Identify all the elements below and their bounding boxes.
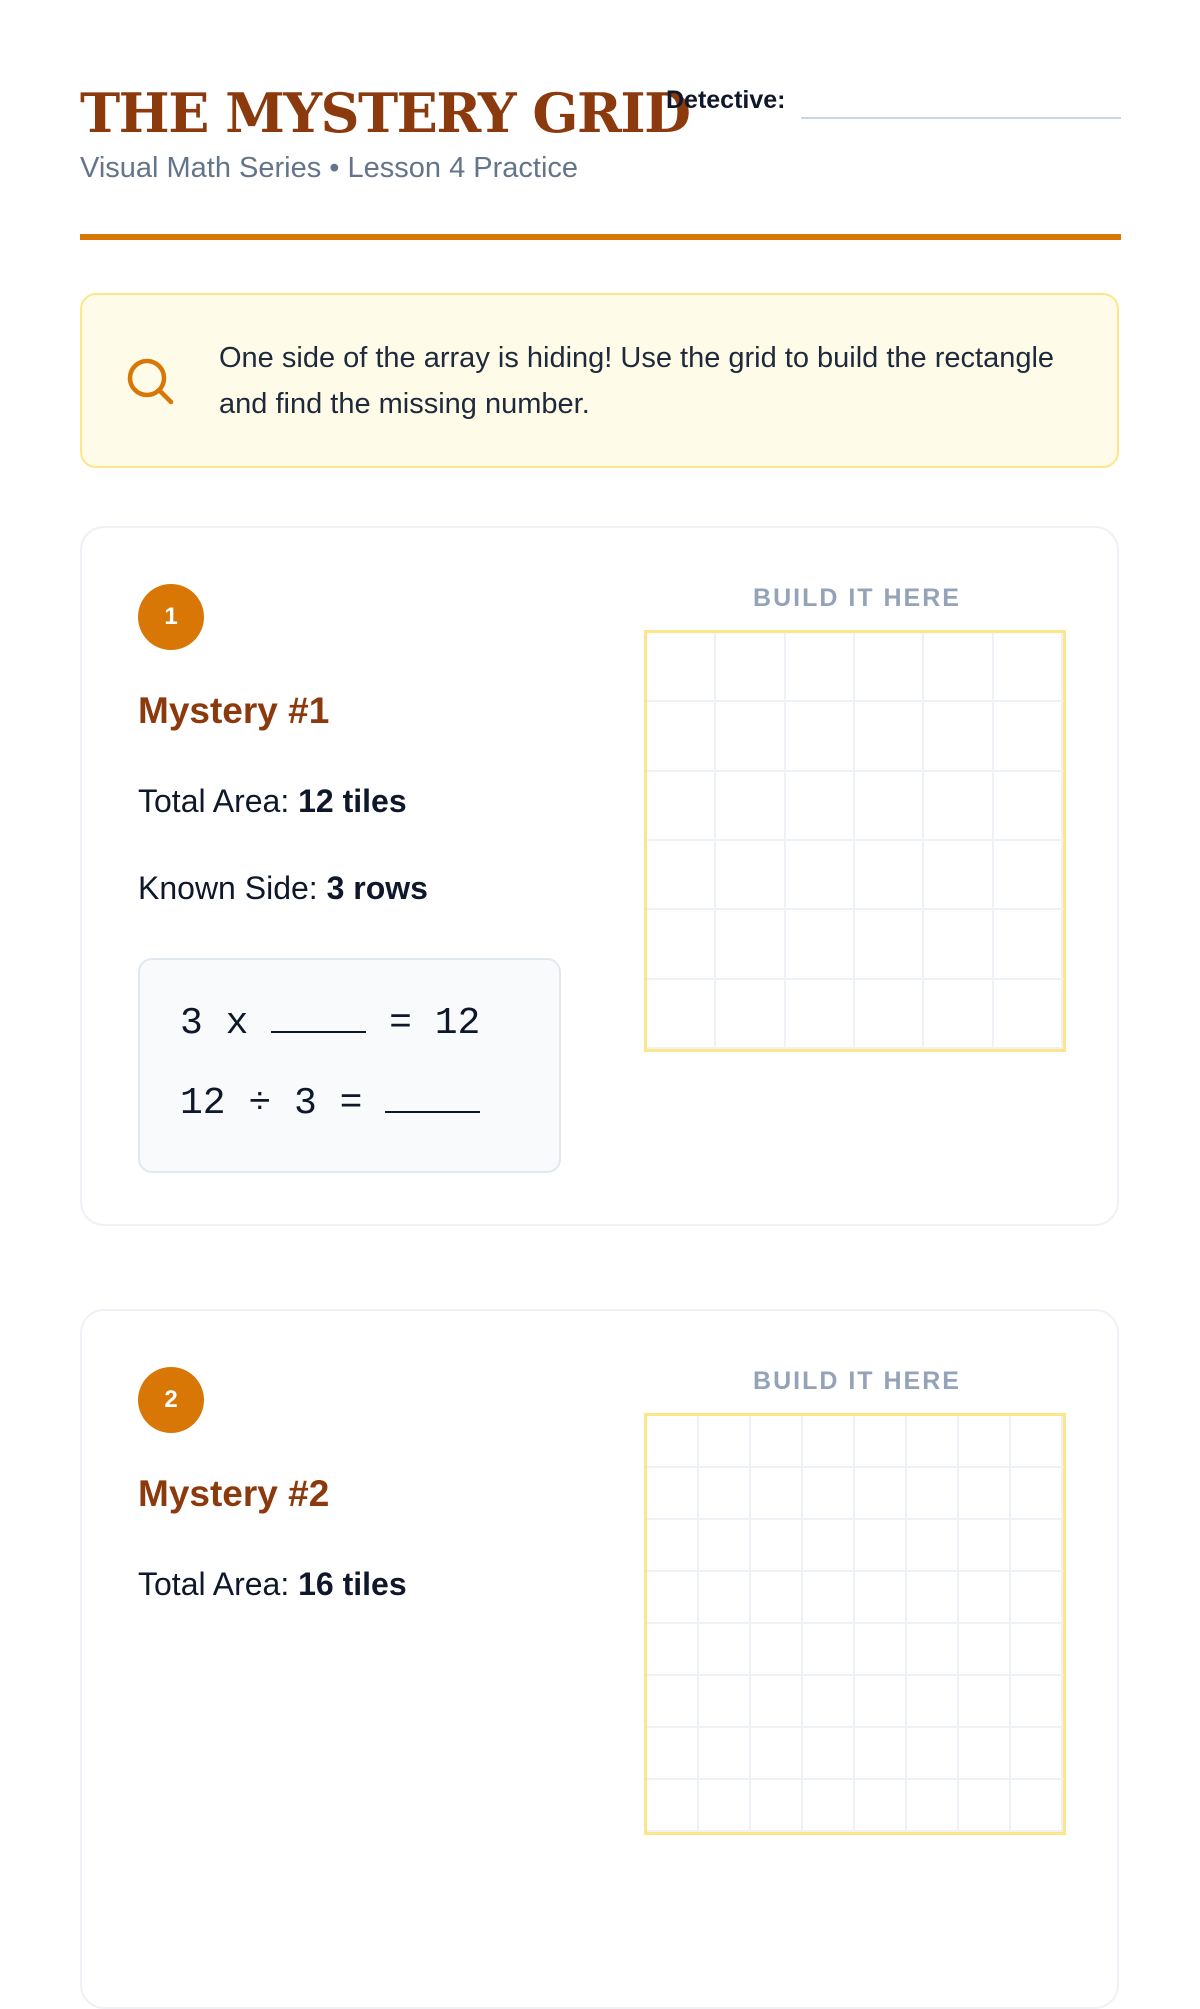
grid-cell[interactable] — [716, 772, 785, 841]
grid-cell[interactable] — [855, 702, 924, 771]
grid-cell[interactable] — [716, 633, 785, 702]
grid-cell[interactable] — [716, 910, 785, 979]
grid-cell[interactable] — [924, 910, 993, 979]
grid-cell[interactable] — [855, 1780, 907, 1832]
grid-cell[interactable] — [855, 1416, 907, 1468]
grid-cell[interactable] — [959, 1572, 1011, 1624]
grid-cell[interactable] — [855, 1676, 907, 1728]
detective-label: Detective: — [666, 86, 786, 114]
grid-cell[interactable] — [699, 1780, 751, 1832]
grid-cell[interactable] — [803, 1572, 855, 1624]
total-area-line — [138, 1566, 407, 1603]
grid-cell[interactable] — [699, 1572, 751, 1624]
grid-cell[interactable] — [803, 1624, 855, 1676]
grid-cell[interactable] — [699, 1676, 751, 1728]
grid-cell[interactable] — [855, 980, 924, 1049]
grid-cell[interactable] — [924, 772, 993, 841]
grid-cell[interactable] — [716, 702, 785, 771]
grid-cell[interactable] — [1011, 1624, 1063, 1676]
grid-cell[interactable] — [803, 1676, 855, 1728]
grid-cell[interactable] — [855, 1728, 907, 1780]
problem-title: Mystery #1 — [138, 690, 330, 731]
grid-cell[interactable] — [751, 1728, 803, 1780]
instructions-callout — [80, 293, 1119, 468]
grid-cell[interactable] — [786, 633, 855, 702]
eq-operator: ÷ — [248, 1082, 272, 1125]
known-side-value: 3 rows — [326, 870, 428, 906]
grid-cell[interactable] — [924, 702, 993, 771]
grid-cell[interactable] — [751, 1468, 803, 1520]
grid-cell[interactable] — [907, 1624, 959, 1676]
build-grid[interactable] — [644, 1413, 1066, 1835]
eq-equals: = — [389, 1002, 412, 1045]
grid-cell[interactable] — [699, 1728, 751, 1780]
grid-cell[interactable] — [786, 702, 855, 771]
grid-cell[interactable] — [994, 841, 1063, 910]
grid-cell[interactable] — [959, 1468, 1011, 1520]
grid-cell[interactable] — [959, 1416, 1011, 1468]
grid-cell[interactable] — [647, 1468, 699, 1520]
grid-cell[interactable] — [803, 1780, 855, 1832]
answer-blank[interactable] — [271, 1019, 366, 1033]
problem-number-badge: 1 — [138, 584, 204, 650]
grid-cell[interactable] — [994, 980, 1063, 1049]
build-area-label: BUILD IT HERE — [753, 1367, 961, 1395]
grid-cell[interactable] — [907, 1728, 959, 1780]
grid-cell[interactable] — [855, 1468, 907, 1520]
grid-cell[interactable] — [994, 910, 1063, 979]
answer-blank[interactable] — [385, 1099, 480, 1113]
build-grid[interactable] — [644, 630, 1066, 1052]
multiplication-equation — [180, 1002, 480, 1045]
grid-cell[interactable] — [647, 1624, 699, 1676]
grid-cell[interactable] — [751, 1416, 803, 1468]
problem-card-2 — [80, 1309, 1119, 2009]
problem-title: Mystery #2 — [138, 1473, 330, 1514]
total-area-line — [138, 783, 407, 820]
grid-cell[interactable] — [751, 1520, 803, 1572]
equation-box — [138, 958, 561, 1173]
magnifier-icon — [126, 357, 176, 412]
header-divider — [80, 234, 1121, 240]
eq-divisor: 3 — [294, 1082, 317, 1125]
total-area-value: 16 tiles — [298, 1566, 407, 1602]
grid-cell[interactable] — [907, 1780, 959, 1832]
eq-factor: 3 — [180, 1002, 203, 1045]
grid-cell[interactable] — [994, 633, 1063, 702]
grid-cell[interactable] — [647, 910, 716, 979]
grid-cell[interactable] — [907, 1468, 959, 1520]
grid-cell[interactable] — [716, 841, 785, 910]
grid-cell[interactable] — [647, 1416, 699, 1468]
grid-cell[interactable] — [647, 633, 716, 702]
grid-cell[interactable] — [1011, 1468, 1063, 1520]
grid-cell[interactable] — [803, 1520, 855, 1572]
grid-cell[interactable] — [647, 980, 716, 1049]
eq-product: 12 — [434, 1002, 481, 1045]
division-equation — [180, 1082, 480, 1125]
grid-cell[interactable] — [907, 1572, 959, 1624]
grid-cell[interactable] — [699, 1520, 751, 1572]
grid-cell[interactable] — [924, 633, 993, 702]
grid-cell[interactable] — [786, 910, 855, 979]
grid-cell[interactable] — [855, 1624, 907, 1676]
grid-cell[interactable] — [647, 1780, 699, 1832]
grid-cell[interactable] — [803, 1468, 855, 1520]
grid-cell[interactable] — [751, 1572, 803, 1624]
grid-cell[interactable] — [1011, 1780, 1063, 1832]
grid-cell[interactable] — [647, 841, 716, 910]
grid-cell[interactable] — [994, 772, 1063, 841]
grid-cell[interactable] — [647, 1520, 699, 1572]
grid-cell[interactable] — [647, 772, 716, 841]
grid-cell[interactable] — [1011, 1520, 1063, 1572]
grid-cell[interactable] — [803, 1728, 855, 1780]
grid-cell[interactable] — [786, 772, 855, 841]
grid-cell[interactable] — [647, 1728, 699, 1780]
grid-cell[interactable] — [786, 980, 855, 1049]
grid-cell[interactable] — [959, 1780, 1011, 1832]
grid-cell[interactable] — [959, 1624, 1011, 1676]
grid-cell[interactable] — [647, 1676, 699, 1728]
grid-cell[interactable] — [855, 841, 924, 910]
problem-number-badge: 2 — [138, 1367, 204, 1433]
grid-cell[interactable] — [924, 841, 993, 910]
eq-equals: = — [339, 1082, 363, 1125]
grid-cell[interactable] — [699, 1624, 751, 1676]
grid-cell[interactable] — [786, 841, 855, 910]
grid-cell[interactable] — [699, 1416, 751, 1468]
total-area-label: Total Area: — [138, 1566, 290, 1602]
grid-cell[interactable] — [907, 1676, 959, 1728]
grid-cell[interactable] — [855, 1572, 907, 1624]
eq-dividend: 12 — [180, 1082, 226, 1125]
grid-cell[interactable] — [699, 1468, 751, 1520]
grid-cell[interactable] — [855, 910, 924, 979]
grid-cell[interactable] — [855, 772, 924, 841]
eq-operator: x — [225, 1002, 249, 1045]
grid-cell[interactable] — [855, 1520, 907, 1572]
grid-cell[interactable] — [751, 1624, 803, 1676]
grid-cell[interactable] — [907, 1520, 959, 1572]
grid-cell[interactable] — [647, 1572, 699, 1624]
grid-cell[interactable] — [1011, 1572, 1063, 1624]
grid-cell[interactable] — [1011, 1416, 1063, 1468]
grid-cell[interactable] — [647, 702, 716, 771]
grid-cell[interactable] — [1011, 1728, 1063, 1780]
total-area-value: 12 tiles — [298, 783, 407, 819]
grid-cell[interactable] — [716, 980, 785, 1049]
detective-name-line[interactable] — [801, 117, 1121, 119]
grid-cell[interactable] — [994, 702, 1063, 771]
page-title: THE MYSTERY GRID — [80, 81, 690, 145]
problem-card-1 — [80, 526, 1119, 1226]
grid-cell[interactable] — [803, 1416, 855, 1468]
build-area-label: BUILD IT HERE — [753, 584, 961, 612]
grid-cell[interactable] — [1011, 1676, 1063, 1728]
grid-cell[interactable] — [959, 1728, 1011, 1780]
page-subtitle: Visual Math Series • Lesson 4 Practice — [80, 152, 579, 184]
known-side-label: Known Side: — [138, 870, 318, 906]
known-side-line — [138, 870, 428, 907]
grid-cell[interactable] — [751, 1780, 803, 1832]
grid-cell[interactable] — [751, 1676, 803, 1728]
grid-cell[interactable] — [959, 1676, 1011, 1728]
grid-cell[interactable] — [907, 1416, 959, 1468]
instructions-text: One side of the array is hiding! Use the grid to build the rectangle and find the missing number. — [219, 342, 1055, 420]
grid-cell[interactable] — [959, 1520, 1011, 1572]
total-area-label: Total Area: — [138, 783, 290, 819]
grid-cell[interactable] — [924, 980, 993, 1049]
grid-cell[interactable] — [855, 633, 924, 702]
